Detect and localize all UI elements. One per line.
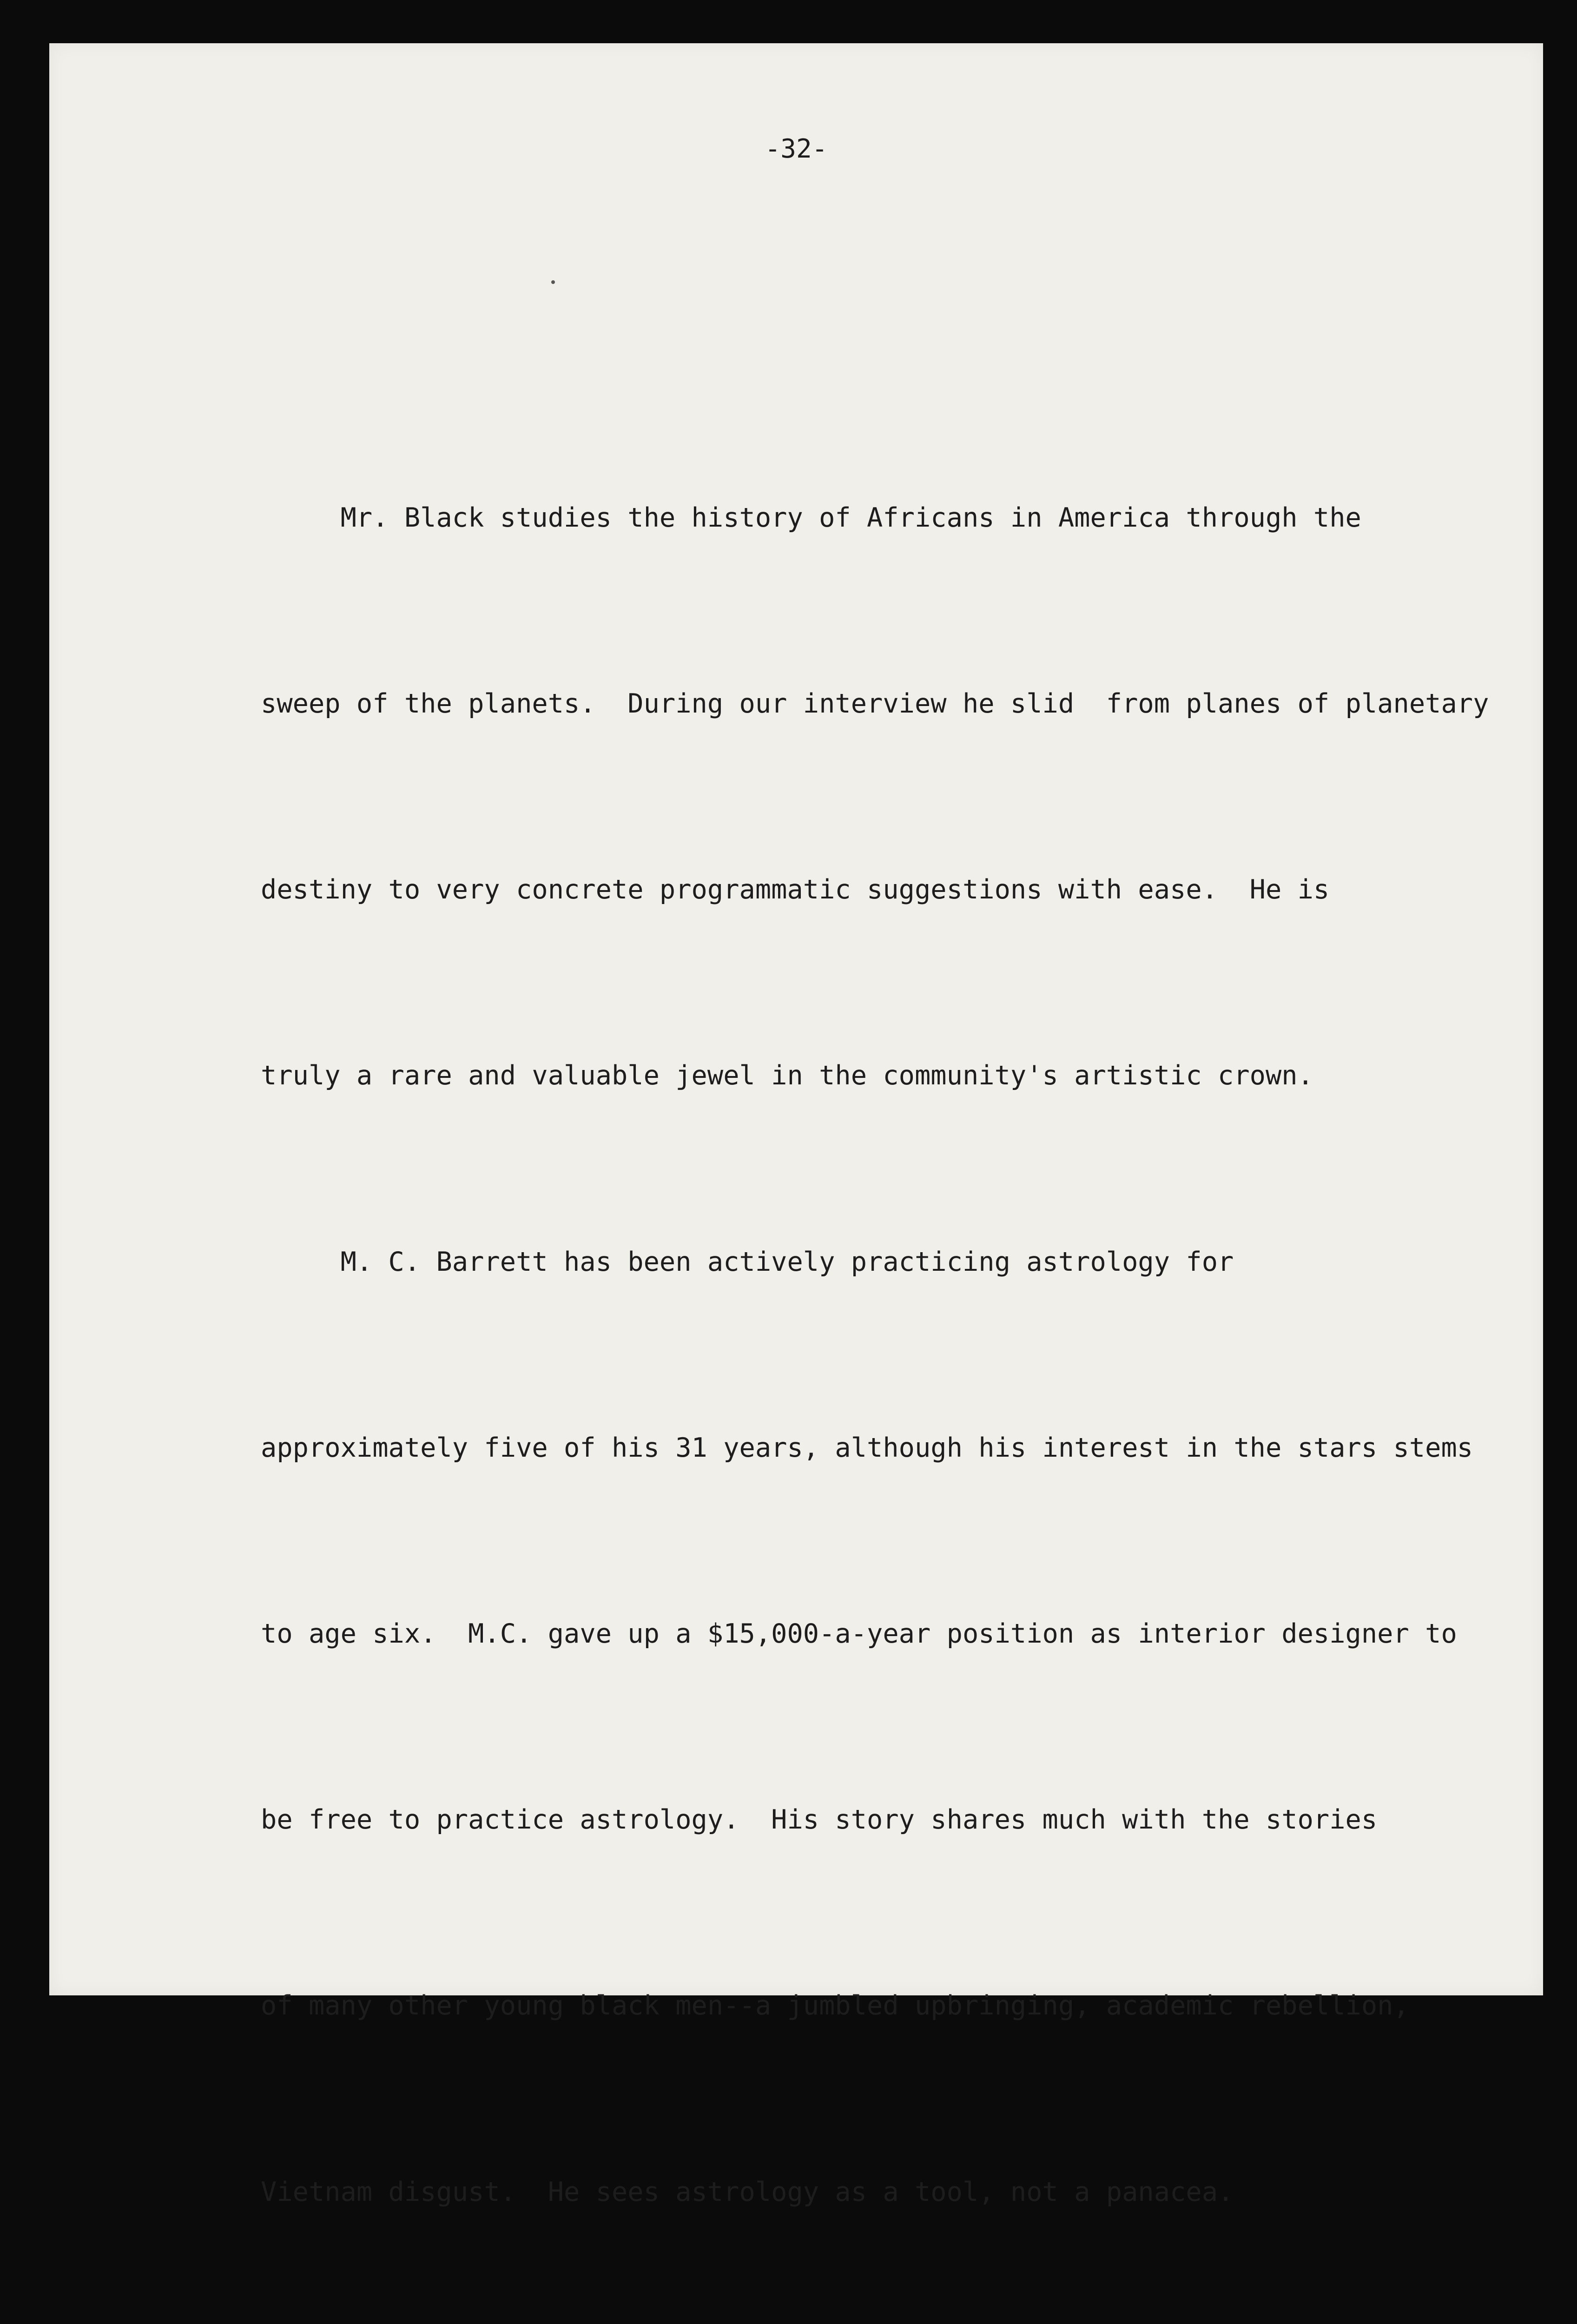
text-line: of many other young black men--a jumbled upbringing, academic rebellion, (261, 1990, 1409, 2021)
text-line: to age six. M.C. gave up a $15,000-a-year position as interior designer to (261, 1618, 1457, 1650)
body-text (261, 363, 1516, 2324)
text-line: approximately five of his 31 years, although his interest in the stars stems (261, 1432, 1473, 1463)
document-page (49, 43, 1543, 2207)
text-line: destiny to very concrete programmatic suggestions with ease. He is (261, 874, 1330, 905)
text-line: sweep of the planets. During our interview he slid from planes of planetary (261, 688, 1489, 720)
paper-speck (551, 280, 555, 284)
page-number: -32- (765, 134, 828, 164)
text-line: truly a rare and valuable jewel in the community's artistic crown. (261, 1060, 1313, 1091)
text-line: Mr. Black studies the history of Africans in America through the (261, 502, 1361, 533)
text-line: M. C. Barrett has been actively practicing astrology for (261, 1246, 1234, 1277)
text-line: Vietnam disgust. He sees astrology as a tool, not a panacea. (261, 2176, 1234, 2207)
text-line: be free to practice astrology. His story shares much with the stories (261, 1804, 1378, 1835)
